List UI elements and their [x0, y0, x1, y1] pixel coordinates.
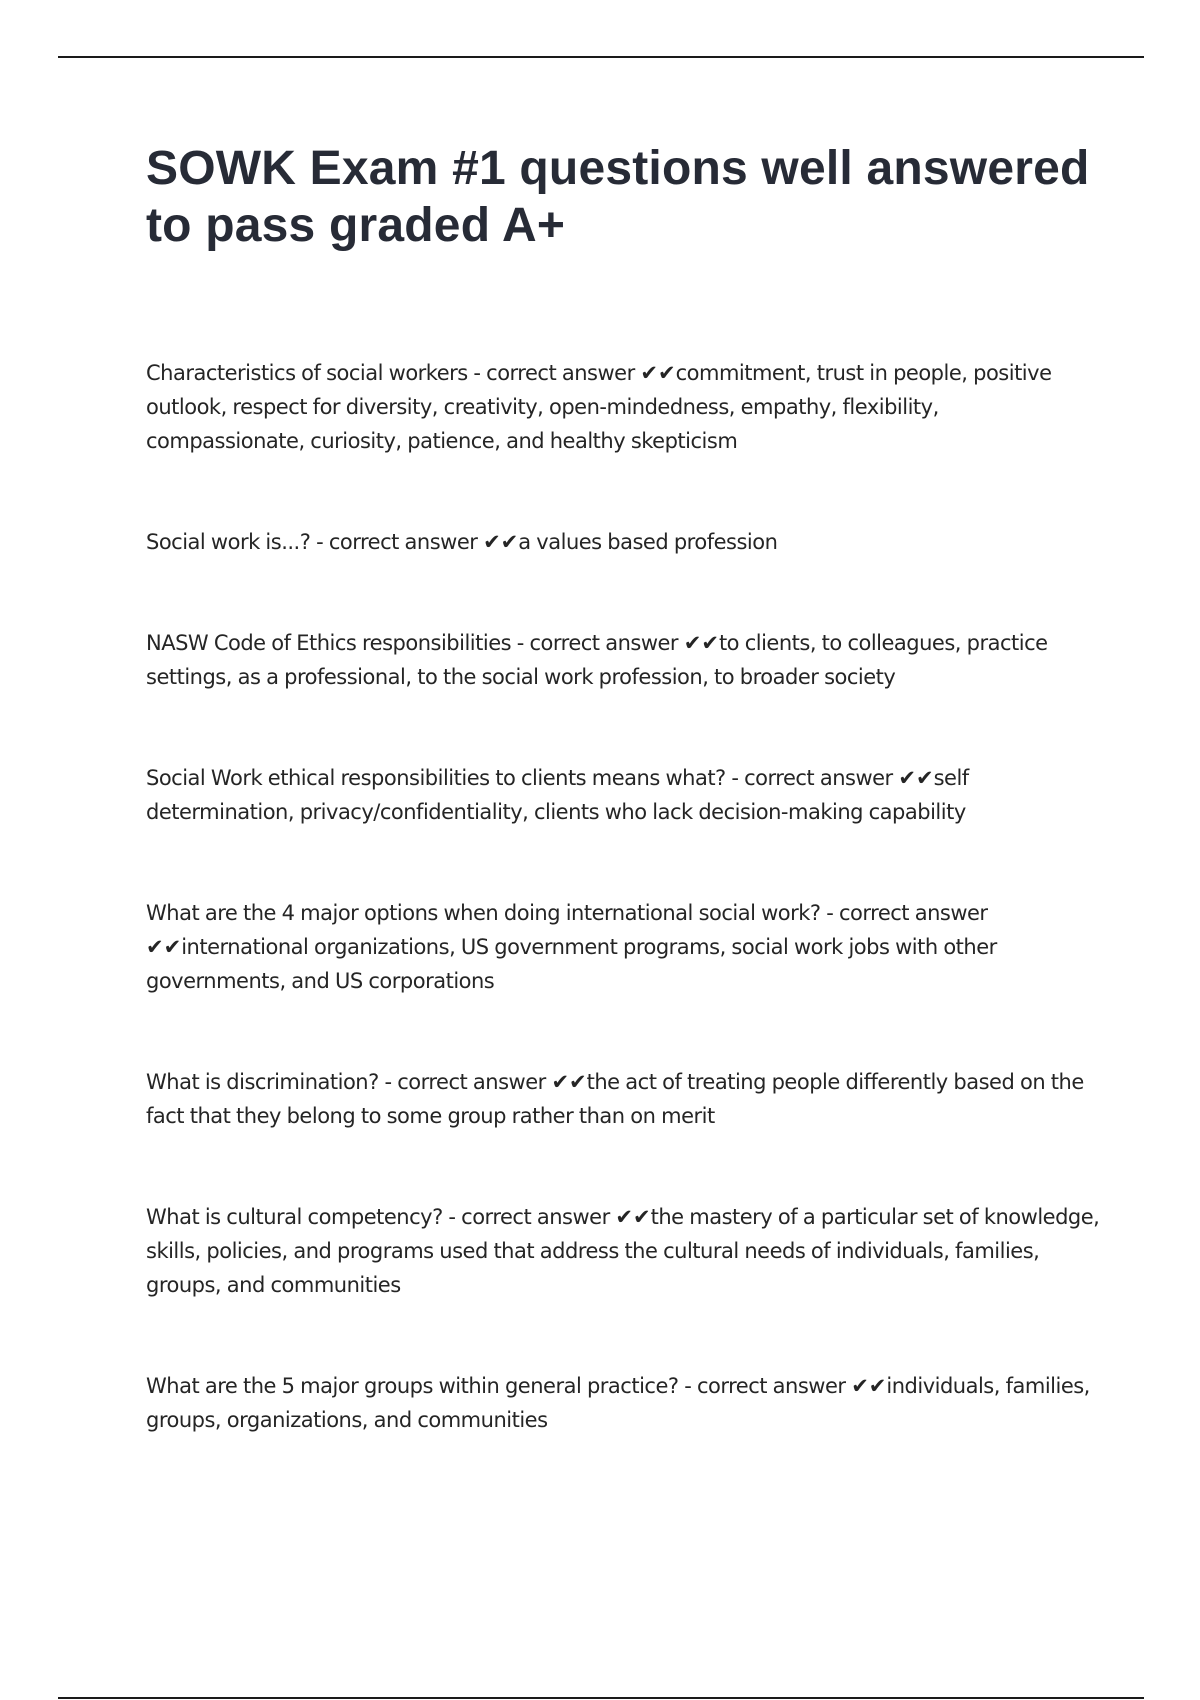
double-check-icon: ✔✔ — [551, 1070, 587, 1094]
double-check-icon: ✔✔ — [683, 631, 719, 655]
document-body — [146, 140, 1101, 1504]
answer-text: individuals, families, groups, organizations, and communities — [146, 1374, 1090, 1432]
answer-text: the mastery of a particular set of knowledge, skills, policies, and programs used that address the cultural needs of individuals, families, groups, and communities — [146, 1205, 1100, 1297]
answer-text: to clients, to colleagues, practice settings, as a professional, to the social work profession, to broader society — [146, 631, 1048, 689]
answer-separator: - correct answer — [725, 766, 899, 790]
qa-list — [146, 356, 1101, 1437]
question-text: What is discrimination? — [146, 1070, 379, 1094]
question-text: What is cultural competency? — [146, 1205, 443, 1229]
answer-separator: - correct answer — [467, 361, 641, 385]
answer-text: a values based profession — [518, 530, 778, 554]
double-check-icon: ✔✔ — [851, 1374, 887, 1398]
double-check-icon: ✔✔ — [640, 361, 676, 385]
qa-item — [146, 761, 1101, 829]
question-text: Social Work ethical responsibilities to clients means what? — [146, 766, 726, 790]
question-text: What are the 5 major groups within general practice? — [146, 1374, 679, 1398]
question-text: What are the 4 major options when doing international social work? — [146, 901, 821, 925]
answer-separator: - correct answer — [378, 1070, 552, 1094]
qa-item — [146, 1369, 1101, 1437]
question-text: Characteristics of social workers — [146, 361, 468, 385]
answer-separator: - correct answer — [678, 1374, 852, 1398]
question-text: Social work is...? — [146, 530, 311, 554]
question-text: NASW Code of Ethics responsibilities — [146, 631, 512, 655]
qa-item — [146, 1200, 1101, 1302]
answer-text: self determination, privacy/confidentiality, clients who lack decision-making capability — [146, 766, 969, 824]
double-check-icon: ✔✔ — [483, 530, 519, 554]
answer-text: the act of treating people differently based on the fact that they belong to some group rather than on merit — [146, 1070, 1084, 1128]
top-divider — [58, 56, 1144, 58]
double-check-icon: ✔✔ — [615, 1205, 651, 1229]
qa-item — [146, 356, 1101, 458]
double-check-icon: ✔✔ — [898, 766, 934, 790]
qa-item — [146, 1065, 1101, 1133]
qa-item — [146, 626, 1101, 694]
answer-separator: - correct answer — [511, 631, 684, 655]
double-check-icon: ✔✔ — [146, 935, 182, 959]
answer-separator: - correct answer — [820, 901, 988, 925]
answer-separator: - correct answer — [310, 530, 484, 554]
bottom-divider — [58, 1697, 1144, 1699]
answer-text: commitment, trust in people, positive outlook, respect for diversity, creativity, open-mindedness, empathy, flexibility, compassionate, curiosity, patience, and healthy skepticism — [146, 361, 1052, 453]
answer-separator: - correct answer — [442, 1205, 616, 1229]
answer-text: international organizations, US government programs, social work jobs with other governments, and US corporations — [146, 935, 997, 993]
document-title: SOWK Exam #1 questions well answered to pass graded A+ — [146, 142, 1090, 252]
qa-item — [146, 896, 1101, 998]
qa-item — [146, 525, 1101, 559]
